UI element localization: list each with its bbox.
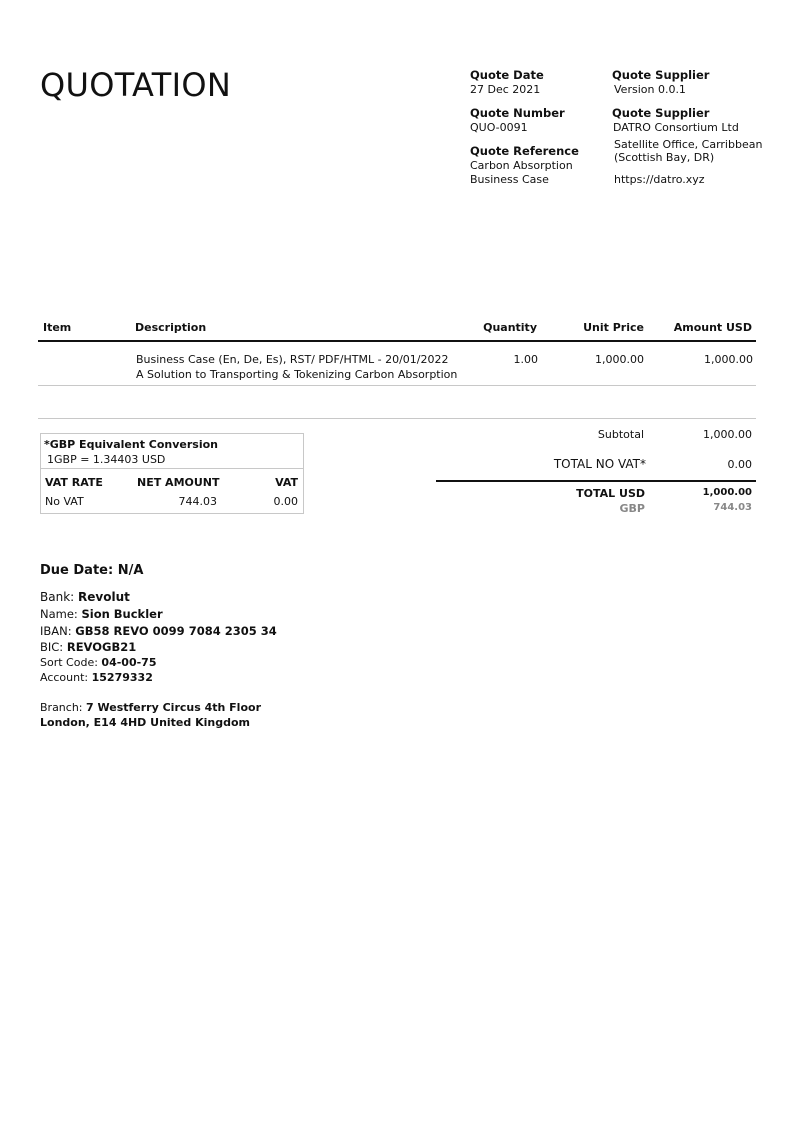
due-date: Due Date: N/A bbox=[40, 563, 144, 578]
conversion-vat: 0.00 bbox=[273, 495, 298, 508]
name-line bbox=[40, 606, 163, 622]
col-header-amount: Amount USD bbox=[673, 321, 752, 334]
col-header-quantity: Quantity bbox=[483, 321, 537, 334]
row-description-line2: A Solution to Transporting & Tokenizing Carbon Absorption bbox=[136, 368, 458, 381]
account-label: Account: bbox=[40, 671, 89, 684]
quote-date-value: 27 Dec 2021 bbox=[470, 83, 541, 96]
name-value: Sion Buckler bbox=[81, 607, 163, 621]
gbp-conversion-box bbox=[40, 433, 304, 514]
total-usd-value: 1,000.00 bbox=[702, 487, 752, 498]
col-header-item: Item bbox=[43, 321, 72, 334]
quote-number-label: Quote Number bbox=[470, 106, 565, 120]
gbp-label: GBP bbox=[619, 502, 645, 515]
page-title: QUOTATION bbox=[40, 66, 232, 104]
total-no-vat-label: TOTAL NO VAT* bbox=[553, 457, 646, 471]
bank-line bbox=[40, 589, 130, 605]
table-header-rule bbox=[38, 340, 756, 342]
bic-value: REVOGB21 bbox=[66, 640, 137, 654]
branch-label: Branch: bbox=[40, 701, 83, 714]
name-label: Name: bbox=[40, 607, 78, 621]
quote-number-value: QUO-0091 bbox=[470, 121, 528, 134]
subtotal-value: 1,000.00 bbox=[703, 428, 752, 441]
quote-reference-label: Quote Reference bbox=[470, 144, 579, 158]
supplier-label-1: Quote Supplier bbox=[612, 68, 710, 82]
row-amount: 1,000.00 bbox=[704, 353, 753, 366]
sort-code-label: Sort Code: bbox=[40, 656, 98, 669]
account-line bbox=[40, 670, 153, 686]
conversion-net-amount: 744.03 bbox=[178, 495, 217, 508]
conversion-title: *GBP Equivalent Conversion bbox=[44, 438, 219, 451]
conversion-divider bbox=[41, 468, 303, 469]
iban-label: IBAN: bbox=[40, 624, 72, 638]
sort-code-value: 04-00-75 bbox=[101, 656, 157, 669]
total-usd-label: TOTAL USD bbox=[576, 487, 645, 500]
col-header-unit-price: Unit Price bbox=[583, 321, 644, 334]
row-unit-price: 1,000.00 bbox=[595, 353, 644, 366]
bic-line bbox=[40, 639, 136, 655]
quote-reference-line1: Carbon Absorption bbox=[470, 159, 573, 172]
table-footer-rule bbox=[38, 418, 756, 419]
branch-line bbox=[40, 700, 261, 716]
account-value: 15279332 bbox=[91, 671, 153, 684]
branch-value-line1: 7 Westferry Circus 4th Floor bbox=[86, 701, 261, 714]
sort-code-line bbox=[40, 655, 156, 671]
conversion-header-vat: VAT bbox=[275, 476, 298, 489]
table-row-rule bbox=[38, 385, 756, 386]
bank-label: Bank: bbox=[40, 590, 75, 604]
total-no-vat-value: 0.00 bbox=[727, 458, 752, 471]
row-quantity: 1.00 bbox=[513, 353, 538, 366]
conversion-vat-rate: No VAT bbox=[45, 495, 84, 508]
branch-value-line2: London, E14 4HD United Kingdom bbox=[40, 716, 250, 729]
totals-rule bbox=[436, 480, 756, 482]
supplier-name: DATRO Consortium Ltd bbox=[613, 121, 739, 134]
iban-value: GB58 REVO 0099 7084 2305 34 bbox=[75, 624, 277, 638]
conversion-header-net-amount: NET AMOUNT bbox=[137, 476, 220, 489]
quote-date-label: Quote Date bbox=[470, 68, 544, 82]
supplier-address-line1: Satellite Office, Carribbean bbox=[614, 138, 763, 151]
bic-label: BIC: bbox=[40, 640, 64, 654]
subtotal-label: Subtotal bbox=[597, 428, 644, 441]
supplier-version: Version 0.0.1 bbox=[614, 83, 686, 96]
iban-line bbox=[40, 623, 277, 639]
gbp-value: 744.03 bbox=[713, 502, 752, 513]
supplier-url[interactable]: https://datro.xyz bbox=[614, 173, 705, 186]
row-description-line1: Business Case (En, De, Es), RST/ PDF/HTML - 20/01/2022 bbox=[136, 353, 449, 366]
supplier-label-2: Quote Supplier bbox=[612, 106, 710, 120]
col-header-description: Description bbox=[135, 321, 207, 334]
conversion-header-vat-rate: VAT RATE bbox=[45, 476, 103, 489]
quote-reference-line2: Business Case bbox=[470, 173, 549, 186]
bank-value: Revolut bbox=[78, 590, 130, 604]
supplier-address-line2: (Scottish Bay, DR) bbox=[614, 151, 715, 164]
conversion-rate: 1GBP = 1.34403 USD bbox=[47, 453, 166, 466]
